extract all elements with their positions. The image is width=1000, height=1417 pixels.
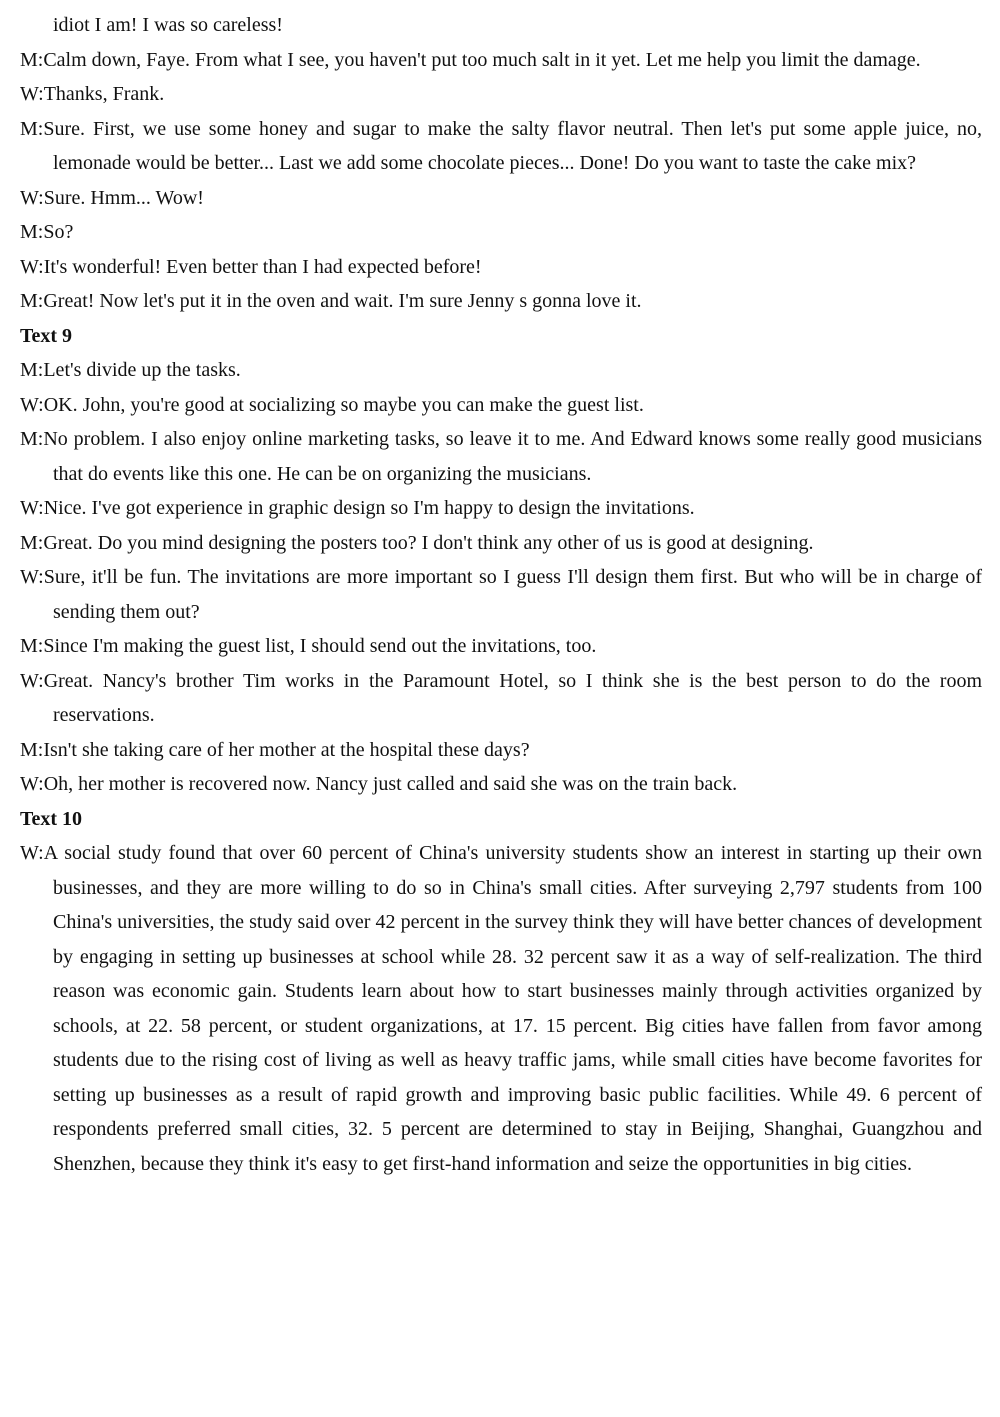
- dialogue-line: [20, 112, 982, 181]
- dialogue-line: [20, 836, 982, 1181]
- dialogue-line: [20, 767, 982, 802]
- dialogue-text: Sure, it'll be fun. The invitations are more important so I guess I'll design them first. But who will be in charge of sending them out?: [43, 566, 982, 623]
- speaker-label: W:: [20, 773, 44, 795]
- dialogue-line: [20, 491, 982, 526]
- dialogue-text: Calm down, Faye. From what I see, you haven't put too much salt in it yet. Let me help you limit the damage.: [43, 48, 921, 71]
- speaker-label: W:: [20, 186, 44, 209]
- speaker-label: M:: [20, 117, 44, 140]
- dialogue-text: A social study found that over 60 percent of China's university students show an interest in starting up their own businesses, and they are more willing to do so in China's small cities. After surveying 2,797 students from 100 China's universities, the study said over 42 percent in the survey think they will have better chances of development by engaging in setting up businesses at school while 28. 32 percent saw it as a way of self-realization. The third reason was economic gain. Students learn about how to start businesses mainly through activities organized by schools, at 22. 58 percent, or student organizations, at 17. 15 percent. Big cities have fallen from favor among students due to the rising cost of living as well as heavy traffic jams, while small cities have become favorites for setting up businesses as a result of rapid growth and improving basic public facilities. While 49. 6 percent of respondents preferred small cities, 32. 5 percent are determined to stay in Beijing, Shanghai, Guangzhou and Shenzhen, because they think it's easy to get first-hand information and seize the opportunities in big cities.: [43, 842, 982, 1175]
- speaker-label: W:: [20, 842, 44, 864]
- speaker-label: W:: [20, 566, 44, 588]
- dialogue-text: It's wonderful! Even better than I had expected before!: [43, 255, 482, 278]
- speaker-label: W:: [20, 669, 44, 692]
- speaker-label: W:: [20, 497, 44, 519]
- dialogue-line: [20, 388, 982, 423]
- dialogue-line: [20, 422, 982, 491]
- dialogue-text: Isn't she taking care of her mother at the hospital these days?: [43, 738, 530, 761]
- speaker-label: M:: [20, 531, 44, 554]
- document-body: [20, 8, 982, 1181]
- speaker-label: M:: [20, 221, 44, 243]
- dialogue-line: [20, 560, 982, 629]
- dialogue-line: [20, 733, 982, 768]
- dialogue-text: Thanks, Frank.: [43, 83, 165, 105]
- dialogue-text: So?: [43, 221, 74, 243]
- dialogue-text: Great! Now let's put it in the oven and wait. I'm sure Jenny s gonna love it.: [43, 290, 642, 312]
- speaker-label: M:: [20, 359, 44, 381]
- dialogue-line: [20, 353, 982, 388]
- dialogue-line: [20, 629, 982, 664]
- dialogue-line: [20, 250, 982, 285]
- dialogue-line: [20, 526, 982, 561]
- dialogue-text: Nice. I've got experience in graphic design so I'm happy to design the invitations.: [43, 497, 695, 519]
- dialogue-text: OK. John, you're good at socializing so maybe you can make the guest list.: [43, 393, 644, 416]
- dialogue-line: [20, 215, 982, 250]
- dialogue-text: Since I'm making the guest list, I should send out the invitations, too.: [43, 635, 597, 657]
- speaker-label: M:: [20, 48, 44, 71]
- dialogue-text: No problem. I also enjoy online marketing tasks, so leave it to me. And Edward knows some really good musicians that do events like this one. He can be on organizing the musicians.: [43, 428, 982, 485]
- speaker-label: W:: [20, 83, 44, 105]
- dialogue-text: Great. Do you mind designing the posters too? I don't think any other of us is good at designing.: [43, 531, 814, 554]
- dialogue-text: Sure. First, we use some honey and sugar to make the salty flavor neutral. Then let's put some apple juice, no, lemonade would be better... Last we add some chocolate pieces... Done! Do you want to taste the cake mix?: [43, 117, 982, 174]
- dialogue-text: Sure. Hmm... Wow!: [43, 186, 204, 209]
- dialogue-text: Oh, her mother is recovered now. Nancy just called and said she was on the train back.: [43, 773, 738, 795]
- dialogue-line: [20, 664, 982, 733]
- section-heading: Text 10: [20, 807, 83, 830]
- dialogue-line: [20, 77, 982, 112]
- dialogue-text: Great. Nancy's brother Tim works in the Paramount Hotel, so I think she is the best person to do the room reservations.: [43, 669, 982, 726]
- speaker-label: W:: [20, 393, 44, 416]
- speaker-label: M:: [20, 290, 44, 312]
- dialogue-line: [20, 43, 982, 78]
- dialogue-line: [20, 181, 982, 216]
- speaker-label: W:: [20, 255, 44, 278]
- section-heading: Text 9: [20, 324, 73, 347]
- speaker-label: M:: [20, 635, 44, 657]
- dialogue-line: [20, 284, 982, 319]
- dialogue-continuation: idiot I am! I was so careless!: [53, 14, 283, 36]
- speaker-label: M:: [20, 738, 44, 761]
- speaker-label: M:: [20, 428, 44, 450]
- dialogue-text: Let's divide up the tasks.: [43, 359, 241, 381]
